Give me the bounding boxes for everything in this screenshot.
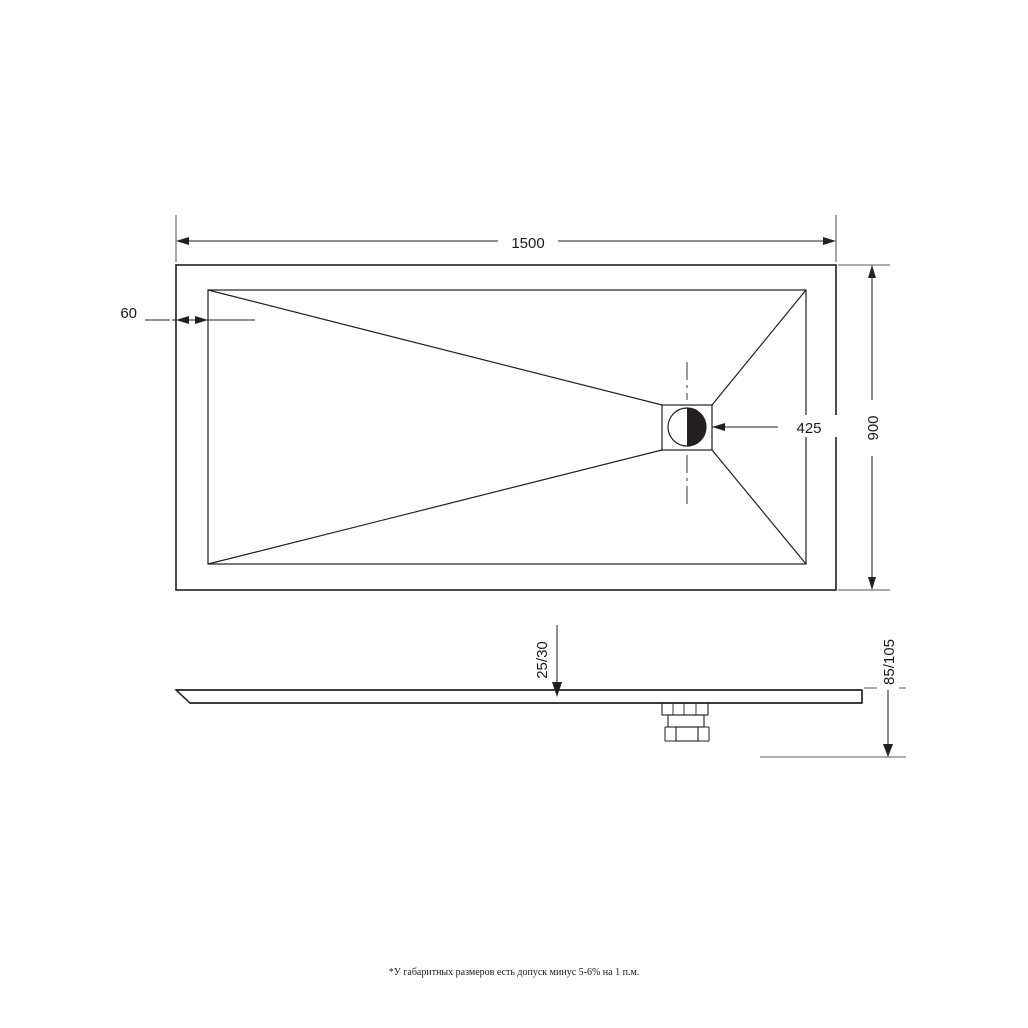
- arrow-height-bottom: [883, 744, 893, 757]
- siphon-body: [668, 715, 704, 727]
- arrow-drain-offset-left: [712, 423, 725, 431]
- dim-label-edge-offset: 60: [120, 305, 137, 322]
- slope-line-top-left: [208, 290, 662, 405]
- dim-label-depth: 900: [865, 415, 882, 441]
- arrow-depth-top: [868, 265, 876, 278]
- dim-label-thickness: 25/30: [534, 641, 551, 679]
- arrow-edge-offset-outer: [195, 316, 208, 324]
- arrow-depth-bottom: [868, 577, 876, 590]
- footnote-text: *У габаритных размеров есть допуск минус 5-6% на 1 п.м.: [388, 967, 640, 978]
- arrow-width-left: [176, 237, 189, 245]
- arrow-width-right: [823, 237, 836, 245]
- siphon-flange: [662, 703, 708, 715]
- siphon-outlet: [676, 727, 698, 741]
- tray-profile-side-view: [176, 690, 862, 703]
- arrow-edge-offset-inner: [176, 316, 189, 324]
- slope-line-top-right: [712, 290, 806, 405]
- dim-label-width: 1500: [511, 235, 545, 252]
- dim-label-height: 85/105: [881, 639, 898, 685]
- slope-line-bottom-right: [712, 450, 806, 564]
- dim-label-drain-offset: 425: [796, 420, 822, 437]
- slope-line-bottom-left: [208, 450, 662, 564]
- drain-fill: [687, 408, 706, 446]
- tray-left-edge-chamfer: [176, 690, 190, 703]
